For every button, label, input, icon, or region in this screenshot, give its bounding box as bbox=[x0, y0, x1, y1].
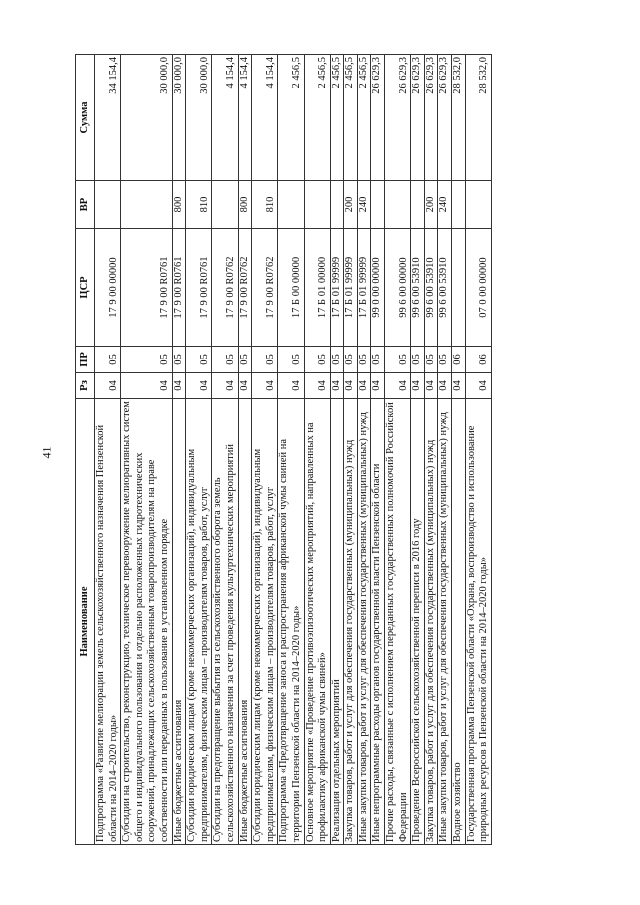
table-row bbox=[186, 55, 212, 845]
cell-rz: 04 bbox=[424, 373, 438, 399]
cell-vr bbox=[212, 181, 238, 229]
cell-name: Государственная программа Пензенской области «Охрана, воспроизводство и использование природных ресурсов в Пензенской области на 2014–2020 годы» bbox=[465, 399, 491, 845]
cell-pr: 05 bbox=[252, 347, 278, 373]
cell-pr: 05 bbox=[212, 347, 238, 373]
cell-csr: 17 Б 01 99999 bbox=[330, 229, 344, 347]
cell-rz: 04 bbox=[344, 373, 358, 399]
cell-rz: 04 bbox=[371, 373, 385, 399]
cell-vr bbox=[385, 181, 411, 229]
cell-vr bbox=[304, 181, 330, 229]
table-row bbox=[212, 55, 238, 845]
table-row bbox=[438, 55, 452, 845]
cell-sum: 2 456,5 bbox=[344, 55, 358, 181]
cell-sum: 26 629,3 bbox=[385, 55, 411, 181]
cell-pr: 05 bbox=[121, 347, 172, 373]
cell-pr: 05 bbox=[304, 347, 330, 373]
cell-pr: 05 bbox=[330, 347, 344, 373]
cell-rz: 04 bbox=[186, 373, 212, 399]
cell-sum: 26 629,3 bbox=[411, 55, 425, 181]
cell-rz: 04 bbox=[385, 373, 411, 399]
cell-name: Подпрограмма «Развитие мелиорации земель сельскохозяйственного назначения Пензенской области на 2014–2020 годы» bbox=[95, 399, 121, 845]
cell-sum: 30 000,0 bbox=[172, 55, 186, 181]
col-header-pr: ПР bbox=[76, 347, 95, 373]
cell-name: Подпрограмма «Предотвращение заноса и распространения африканской чумы свиней на территории Пензенской области на 2014–2020 годы» bbox=[278, 399, 304, 845]
cell-rz: 04 bbox=[304, 373, 330, 399]
cell-pr: 05 bbox=[186, 347, 212, 373]
table-row bbox=[371, 55, 385, 845]
cell-sum: 4 154,4 bbox=[212, 55, 238, 181]
cell-pr: 05 bbox=[411, 347, 425, 373]
cell-vr bbox=[452, 181, 466, 229]
cell-sum: 4 154,4 bbox=[252, 55, 278, 181]
cell-vr bbox=[330, 181, 344, 229]
cell-vr bbox=[278, 181, 304, 229]
cell-vr bbox=[465, 181, 491, 229]
cell-name: Водное хозяйство bbox=[452, 399, 466, 845]
table-row bbox=[424, 55, 438, 845]
cell-name: Субсидии юридическим лицам (кроме некоммерческих организаций), индивидуальным предпринимателям, физическим лицам – производителям товаров, работ, услуг bbox=[186, 399, 212, 845]
table-row bbox=[465, 55, 491, 845]
cell-sum: 28 532,0 bbox=[452, 55, 466, 181]
cell-rz: 04 bbox=[252, 373, 278, 399]
cell-rz: 04 bbox=[172, 373, 186, 399]
cell-vr: 200 bbox=[344, 181, 358, 229]
table-row bbox=[252, 55, 278, 845]
cell-csr: 17 Б 00 00000 bbox=[278, 229, 304, 347]
table-row bbox=[330, 55, 344, 845]
budget-table bbox=[75, 54, 492, 845]
cell-csr: 17 9 00 R0762 bbox=[238, 229, 252, 347]
cell-pr: 05 bbox=[172, 347, 186, 373]
cell-sum: 2 456,5 bbox=[278, 55, 304, 181]
cell-rz: 04 bbox=[465, 373, 491, 399]
header-row bbox=[76, 55, 95, 845]
table-row bbox=[411, 55, 425, 845]
cell-pr: 05 bbox=[438, 347, 452, 373]
table-row bbox=[357, 55, 371, 845]
table-row bbox=[172, 55, 186, 845]
cell-sum: 26 629,3 bbox=[424, 55, 438, 181]
cell-rz: 04 bbox=[95, 373, 121, 399]
cell-vr bbox=[411, 181, 425, 229]
cell-vr: 240 bbox=[357, 181, 371, 229]
cell-sum: 26 629,3 bbox=[438, 55, 452, 181]
cell-pr: 05 bbox=[371, 347, 385, 373]
cell-vr: 810 bbox=[186, 181, 212, 229]
cell-rz: 04 bbox=[330, 373, 344, 399]
col-header-sum: Сумма bbox=[76, 55, 95, 181]
cell-csr: 99 6 00 53910 bbox=[424, 229, 438, 347]
cell-sum: 34 154,4 bbox=[95, 55, 121, 181]
cell-name: Реализация отдельных мероприятий bbox=[330, 399, 344, 845]
cell-vr: 200 bbox=[424, 181, 438, 229]
cell-rz: 04 bbox=[438, 373, 452, 399]
cell-pr: 06 bbox=[452, 347, 466, 373]
cell-name: Иные закупки товаров, работ и услуг для обеспечения государственных (муниципальных) нужд bbox=[357, 399, 371, 845]
cell-csr: 17 9 00 R0761 bbox=[121, 229, 172, 347]
cell-vr: 800 bbox=[238, 181, 252, 229]
cell-sum: 30 000,0 bbox=[186, 55, 212, 181]
table-row bbox=[344, 55, 358, 845]
table-row bbox=[452, 55, 466, 845]
page-number: 41 bbox=[39, 446, 54, 459]
col-header-csr: ЦСР bbox=[76, 229, 95, 347]
cell-pr: 05 bbox=[95, 347, 121, 373]
cell-rz: 04 bbox=[411, 373, 425, 399]
cell-name: Основное мероприятие «Проведение противоэпизоотических мероприятий, направленных на профилактику африканской чумы свиней» bbox=[304, 399, 330, 845]
cell-csr: 99 6 00 00000 bbox=[385, 229, 411, 347]
cell-sum: 4 154,4 bbox=[238, 55, 252, 181]
cell-name: Иные непрограммные расходы органов государственной власти Пензенской области bbox=[371, 399, 385, 845]
cell-rz: 04 bbox=[452, 373, 466, 399]
cell-pr: 05 bbox=[357, 347, 371, 373]
cell-pr: 05 bbox=[344, 347, 358, 373]
col-header-name: Наименование bbox=[76, 399, 95, 845]
cell-sum: 30 000,0 bbox=[121, 55, 172, 181]
cell-name: Субсидии юридическим лицам (кроме некоммерческих организаций), индивидуальным предпринимателям, физическим лицам – производителям товаров, работ, услуг bbox=[252, 399, 278, 845]
cell-csr: 17 9 00 R0761 bbox=[186, 229, 212, 347]
rotated-table-container bbox=[75, 55, 575, 845]
cell-name: Иные бюджетные ассигнования bbox=[238, 399, 252, 845]
cell-rz: 04 bbox=[278, 373, 304, 399]
cell-csr: 99 6 00 53910 bbox=[438, 229, 452, 347]
cell-csr: 17 9 00 00000 bbox=[95, 229, 121, 347]
cell-csr: 99 6 00 53910 bbox=[411, 229, 425, 347]
cell-pr: 05 bbox=[385, 347, 411, 373]
cell-pr: 05 bbox=[238, 347, 252, 373]
col-header-rz: Рз bbox=[76, 373, 95, 399]
cell-vr bbox=[371, 181, 385, 229]
cell-vr: 800 bbox=[172, 181, 186, 229]
cell-vr: 810 bbox=[252, 181, 278, 229]
cell-rz: 04 bbox=[357, 373, 371, 399]
cell-csr bbox=[452, 229, 466, 347]
cell-csr: 07 0 00 00000 bbox=[465, 229, 491, 347]
cell-vr bbox=[95, 181, 121, 229]
cell-name: Субсидии на предотвращение выбытия из сельскохозяйственного оборота земель сельскохозяйственного назначения за счет проведения культуртехнических мероприятий bbox=[212, 399, 238, 845]
cell-rz: 04 bbox=[121, 373, 172, 399]
cell-sum: 28 532,0 bbox=[465, 55, 491, 181]
cell-csr: 17 9 00 R0762 bbox=[212, 229, 238, 347]
cell-sum: 2 456,5 bbox=[357, 55, 371, 181]
cell-name: Иные закупки товаров, работ и услуг для обеспечения государственных (муниципальных) нужд bbox=[438, 399, 452, 845]
cell-sum: 2 456,5 bbox=[330, 55, 344, 181]
cell-pr: 05 bbox=[278, 347, 304, 373]
table-row bbox=[304, 55, 330, 845]
col-header-vr: ВР bbox=[76, 181, 95, 229]
cell-csr: 17 9 00 R0761 bbox=[172, 229, 186, 347]
table-row bbox=[385, 55, 411, 845]
table-row bbox=[95, 55, 121, 845]
cell-vr: 240 bbox=[438, 181, 452, 229]
cell-name: Проведение Всероссийской сельскохозяйственной переписи в 2016 году bbox=[411, 399, 425, 845]
cell-rz: 04 bbox=[238, 373, 252, 399]
cell-name: Закупка товаров, работ и услуг для обеспечения государственных (муниципальных) нужд bbox=[424, 399, 438, 845]
cell-pr: 06 bbox=[465, 347, 491, 373]
cell-csr: 17 9 00 R0762 bbox=[252, 229, 278, 347]
cell-name: Прочие расходы, связанные с исполнением переданных государственных полномочий Российской Федерации bbox=[385, 399, 411, 845]
cell-csr: 17 Б 01 00000 bbox=[304, 229, 330, 347]
cell-name: Иные бюджетные ассигнования bbox=[172, 399, 186, 845]
table-row bbox=[238, 55, 252, 845]
cell-csr: 17 Б 01 99999 bbox=[344, 229, 358, 347]
table-row bbox=[121, 55, 172, 845]
cell-csr: 99 0 00 00000 bbox=[371, 229, 385, 347]
table-row bbox=[278, 55, 304, 845]
cell-pr: 05 bbox=[424, 347, 438, 373]
cell-sum: 2 456,5 bbox=[304, 55, 330, 181]
cell-vr bbox=[121, 181, 172, 229]
cell-name: Закупка товаров, работ и услуг для обеспечения государственных (муниципальных) нужд bbox=[344, 399, 358, 845]
cell-sum: 26 629,3 bbox=[371, 55, 385, 181]
cell-name: Субсидии на строительство, реконструкцию, техническое перевооружение мелиоративных систем общего и индивидуального пользования и отдельно расположенных гидротехнических сооружений, принадлежащих сельскохозяйственным товаропроизводителям на праве собственности или переданных в пользование в установленном порядке bbox=[121, 399, 172, 845]
cell-csr: 17 Б 01 99999 bbox=[357, 229, 371, 347]
cell-rz: 04 bbox=[212, 373, 238, 399]
